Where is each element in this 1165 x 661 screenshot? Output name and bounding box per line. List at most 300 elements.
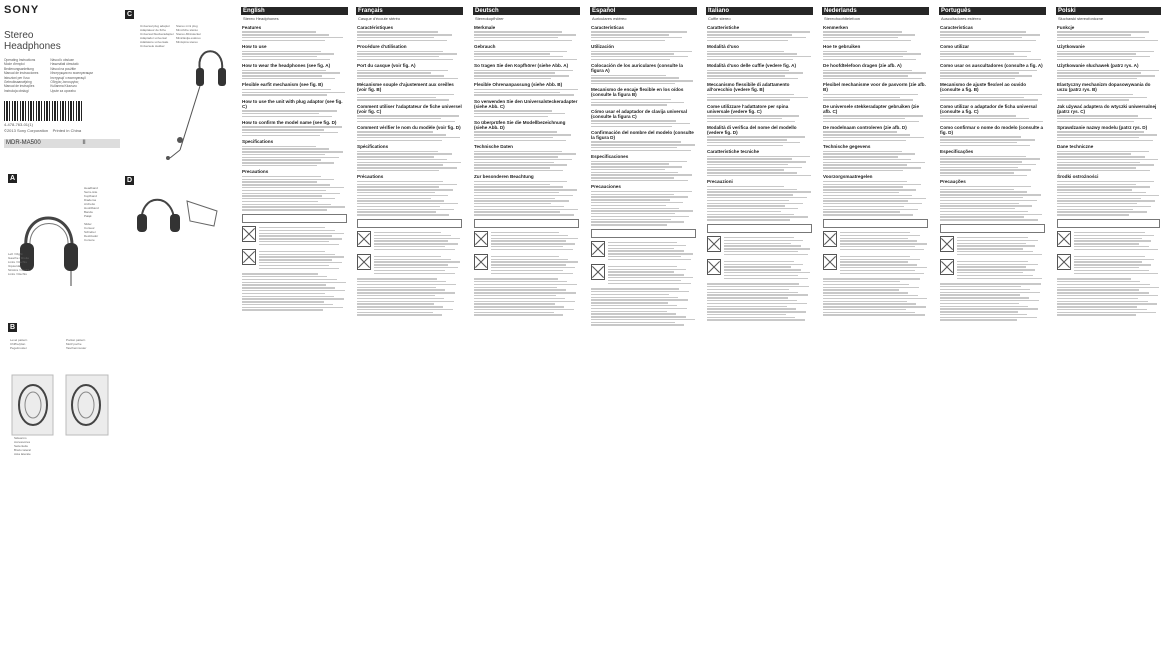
manual-title: Upute za uporabu xyxy=(50,88,76,93)
text-line xyxy=(242,276,327,277)
figure-a-side-labels: Left / Right Gauche / Droite Links / Rechts Izquierda Sinistra / Destra Links / Rechts xyxy=(8,252,30,276)
text-line xyxy=(491,261,578,262)
text-line xyxy=(242,113,319,114)
manual-title: Operating Instructions xyxy=(4,58,36,62)
text-line xyxy=(608,271,674,272)
text-line xyxy=(823,170,903,171)
text-line xyxy=(823,72,926,73)
text-line xyxy=(1074,240,1151,241)
text-line xyxy=(591,221,684,222)
text-line xyxy=(357,289,445,290)
text-line xyxy=(940,197,1023,198)
text-line xyxy=(724,275,798,276)
text-line xyxy=(474,31,562,32)
text-line xyxy=(357,162,461,163)
text-line xyxy=(823,167,921,168)
text-line xyxy=(242,162,334,163)
manual-title: Mode d'emploi xyxy=(4,62,25,67)
text-line xyxy=(957,275,1033,276)
text-line xyxy=(1057,151,1149,152)
text-line xyxy=(840,238,908,239)
crossed-bin-icon xyxy=(707,236,721,252)
text-line xyxy=(823,156,898,157)
text-line xyxy=(491,238,578,239)
disposal-notice xyxy=(707,259,812,280)
text-line xyxy=(1057,140,1153,141)
text-line xyxy=(474,94,574,95)
text-line xyxy=(1057,184,1136,185)
section-heading: Funkcje xyxy=(1057,25,1075,30)
text-line xyxy=(1057,206,1151,207)
text-line xyxy=(957,251,1033,252)
text-line xyxy=(242,176,321,177)
text-line xyxy=(724,272,810,273)
text-line xyxy=(707,205,785,206)
text-line xyxy=(940,319,1017,320)
text-line xyxy=(1057,198,1141,199)
text-line xyxy=(242,298,344,299)
text-line xyxy=(957,272,1023,273)
manual-title: Manual de instruções xyxy=(4,84,35,89)
text-line xyxy=(357,170,439,171)
text-line xyxy=(940,308,1038,309)
text-line xyxy=(591,40,665,41)
crossed-bin-icon xyxy=(242,226,256,242)
text-line xyxy=(940,200,1037,201)
manual-title: Manual de instrucciones xyxy=(4,71,39,76)
crossed-bin-icon xyxy=(940,236,954,252)
text-line xyxy=(591,324,684,325)
notice-box xyxy=(1057,219,1160,228)
text-line xyxy=(591,51,692,52)
text-line xyxy=(940,186,1031,187)
text-line xyxy=(242,34,329,35)
manual-title: Инструкция по эксплуатации xyxy=(50,71,93,76)
text-line xyxy=(591,163,669,164)
section-heading: Características xyxy=(940,25,973,30)
text-line xyxy=(242,72,340,73)
text-line xyxy=(474,70,573,71)
text-line xyxy=(840,267,927,268)
text-line xyxy=(242,195,322,196)
text-line xyxy=(242,284,326,285)
text-line xyxy=(940,203,1019,204)
crossed-bin-icon xyxy=(823,231,837,247)
text-line xyxy=(242,126,342,127)
text-line xyxy=(724,245,801,246)
notice-box xyxy=(823,219,928,228)
text-line xyxy=(957,248,1023,249)
ear-cup-icon xyxy=(8,370,116,440)
text-line xyxy=(707,51,784,52)
text-line xyxy=(940,303,1019,304)
text-line xyxy=(491,259,568,260)
text-line xyxy=(707,75,785,76)
text-line xyxy=(608,259,691,260)
text-line xyxy=(707,203,803,204)
notice-box xyxy=(591,229,696,238)
text-line xyxy=(823,209,918,210)
text-line xyxy=(374,249,455,250)
column-italian xyxy=(706,7,813,657)
text-line xyxy=(1057,303,1157,304)
text-line xyxy=(823,195,912,196)
text-line xyxy=(474,301,575,302)
text-line xyxy=(374,256,441,257)
text-line xyxy=(474,170,563,171)
text-line xyxy=(474,131,557,132)
text-line xyxy=(242,94,327,95)
text-line xyxy=(374,261,460,262)
disposal-notice xyxy=(823,231,928,252)
text-line xyxy=(608,266,677,267)
text-line xyxy=(823,214,913,215)
text-line xyxy=(840,232,910,233)
text-line xyxy=(357,281,446,282)
text-line xyxy=(259,235,332,236)
figure-a-labels: Headband Serre-tête Kopfband Diadema Archetto Hoofdband Banda Pałąk Slider Curseur Schieber Deslizador Cursore xyxy=(84,186,99,242)
text-line xyxy=(242,116,332,117)
text-line xyxy=(357,309,453,310)
text-line xyxy=(707,175,811,176)
text-line xyxy=(957,254,1042,255)
text-line xyxy=(957,278,1042,279)
text-line xyxy=(707,186,784,187)
text-line xyxy=(591,194,674,195)
text-line xyxy=(374,267,458,268)
column-polish xyxy=(1056,7,1161,657)
section-heading: Flexible earfit mechanism (see fig. B) xyxy=(242,82,323,88)
text-line xyxy=(707,56,811,57)
text-line xyxy=(707,191,811,192)
text-line xyxy=(957,245,1035,246)
text-line xyxy=(1057,195,1159,196)
text-line xyxy=(591,56,688,57)
column-spanish xyxy=(590,7,697,657)
text-line xyxy=(940,31,1026,32)
text-line xyxy=(591,169,665,170)
text-line xyxy=(940,53,1014,54)
text-line xyxy=(707,97,808,98)
text-line xyxy=(840,270,915,271)
text-line xyxy=(724,243,791,244)
text-line xyxy=(707,115,799,116)
section-heading: De universele stekkeradapter gebruiken (zie afb. C) xyxy=(823,103,919,114)
text-line xyxy=(242,135,320,136)
text-line xyxy=(1057,284,1150,285)
text-line xyxy=(724,240,803,241)
text-line xyxy=(1074,256,1145,257)
text-line xyxy=(1074,259,1154,260)
barcode xyxy=(4,101,84,121)
column-language-header: English xyxy=(241,7,348,15)
text-line xyxy=(591,150,691,151)
text-line xyxy=(357,186,439,187)
text-line xyxy=(491,235,568,236)
text-line xyxy=(357,72,431,73)
text-line xyxy=(1057,167,1136,168)
text-line xyxy=(242,198,335,199)
text-line xyxy=(242,146,316,147)
text-line xyxy=(940,216,1024,217)
text-line xyxy=(608,242,677,243)
text-line xyxy=(1057,99,1129,100)
text-line xyxy=(707,139,787,140)
section-heading: Port du casque (voir fig. A) xyxy=(357,63,416,69)
text-line xyxy=(591,196,688,197)
text-line xyxy=(357,59,453,60)
text-line xyxy=(474,298,565,299)
section-heading: Mecanismo de ajuste flexível ao ouvido (consulte a fig. B) xyxy=(940,82,1027,93)
text-line xyxy=(357,306,443,307)
text-line xyxy=(242,89,331,90)
text-line xyxy=(608,256,681,257)
text-line xyxy=(707,314,786,315)
text-line xyxy=(357,203,458,204)
text-line xyxy=(940,286,1021,287)
text-line xyxy=(357,56,439,57)
text-line xyxy=(357,134,446,135)
text-line xyxy=(940,56,1027,57)
text-line xyxy=(474,181,567,182)
notice-box xyxy=(242,214,347,223)
section-heading: How to use xyxy=(242,44,267,50)
text-line xyxy=(1057,53,1136,54)
text-line xyxy=(242,301,324,302)
section-heading: Flexibel mechanisme voor de pasvorm (zie afb. B) xyxy=(823,82,926,93)
text-line xyxy=(608,280,681,281)
text-line xyxy=(1057,72,1141,73)
text-line xyxy=(940,99,1038,100)
section-heading: Especificações xyxy=(940,149,974,155)
text-line xyxy=(724,237,794,238)
text-line xyxy=(1057,164,1154,165)
section-heading: So überprüfen Sie die Modellbezeichnung (siehe Abb. D) xyxy=(474,120,566,131)
text-line xyxy=(491,240,566,241)
text-line xyxy=(940,311,1018,312)
text-line xyxy=(474,200,569,201)
column-subtitle: Auscultadores estéreo xyxy=(941,16,981,21)
section-heading: Modalità d'uso delle cuffie (vedere fig. A) xyxy=(707,63,796,69)
text-line xyxy=(823,115,923,116)
column-language-header: Français xyxy=(356,7,463,15)
text-line xyxy=(940,205,1032,206)
text-line xyxy=(357,131,433,132)
text-line xyxy=(940,300,1039,301)
text-line xyxy=(357,189,453,190)
text-line xyxy=(940,158,1040,159)
text-line xyxy=(707,53,797,54)
disposal-notice xyxy=(1057,254,1160,275)
text-line xyxy=(357,153,452,154)
printed-in: Printed in China xyxy=(52,128,82,134)
section-heading: Mécanisme souple d'ajustement aux oreilles (voir fig. B) xyxy=(357,82,454,93)
crossed-bin-icon xyxy=(591,264,605,280)
figure-b-labels: Level pattern Chiffre/plan Pegelmuster xyxy=(10,338,28,350)
text-line xyxy=(474,287,557,288)
text-line xyxy=(1057,170,1150,171)
text-line xyxy=(591,31,687,32)
text-line xyxy=(259,230,335,231)
cover-panel xyxy=(4,4,120,148)
text-line xyxy=(707,292,798,293)
text-line xyxy=(491,273,573,274)
text-line xyxy=(374,264,448,265)
text-line xyxy=(242,290,345,291)
text-line xyxy=(242,181,317,182)
section-heading: Précautions xyxy=(357,174,384,180)
text-line xyxy=(707,200,789,201)
column-subtitle: Stereohoofdtelefoon xyxy=(824,16,861,21)
text-line xyxy=(823,198,926,199)
text-line xyxy=(707,121,795,122)
text-line xyxy=(940,139,1035,140)
section-heading: Flexible Ohrenanpassung (siehe Abb. B) xyxy=(474,82,563,88)
text-line xyxy=(823,192,899,193)
text-line xyxy=(707,289,789,290)
text-line xyxy=(357,167,457,168)
text-line xyxy=(474,281,567,282)
text-line xyxy=(840,273,924,274)
text-line xyxy=(242,40,325,41)
text-line xyxy=(823,295,918,296)
product-title-line: Stereo xyxy=(4,30,34,41)
text-line xyxy=(591,297,678,298)
text-line xyxy=(591,120,676,121)
text-line xyxy=(474,164,567,165)
text-line xyxy=(823,118,905,119)
text-line xyxy=(591,199,670,200)
text-line xyxy=(474,78,551,79)
text-line xyxy=(707,311,806,312)
text-line xyxy=(707,99,790,100)
manual-titles-right xyxy=(50,58,93,93)
text-line xyxy=(474,72,555,73)
disposal-notice xyxy=(242,249,347,270)
text-line xyxy=(357,34,452,35)
text-line xyxy=(707,142,800,143)
section-heading: Modalità d'uso xyxy=(707,44,739,50)
text-line xyxy=(707,161,806,162)
text-line xyxy=(823,301,907,302)
text-line xyxy=(1057,295,1158,296)
text-line xyxy=(724,254,808,255)
text-line xyxy=(940,289,1030,290)
text-line xyxy=(242,31,316,32)
text-line xyxy=(823,281,900,282)
text-line xyxy=(474,92,560,93)
text-line xyxy=(474,198,555,199)
text-line xyxy=(591,141,681,142)
section-heading: Características xyxy=(591,25,624,30)
text-line xyxy=(357,118,441,119)
text-line xyxy=(242,157,339,158)
section-heading: Come utilizzare l'adattatore per spina universale (vedere fig. C) xyxy=(707,103,789,114)
text-line xyxy=(823,186,903,187)
section-heading: Środki ostrożności xyxy=(1057,174,1099,180)
text-line xyxy=(940,172,1014,173)
text-line xyxy=(823,140,906,141)
text-line xyxy=(591,313,676,314)
text-line xyxy=(707,167,802,168)
text-line xyxy=(591,205,666,206)
text-line xyxy=(474,153,576,154)
text-line xyxy=(1057,192,1146,193)
text-line xyxy=(357,195,448,196)
manual-title: Návod na použitie xyxy=(50,66,76,71)
text-line xyxy=(357,200,444,201)
text-line xyxy=(357,312,433,313)
text-line xyxy=(591,316,686,317)
section-heading: Voorzorgsmaatregelen xyxy=(823,174,873,180)
text-line xyxy=(1057,37,1145,38)
text-line xyxy=(474,314,563,315)
column-language-header: Español xyxy=(590,7,697,15)
section-heading: Precauciones xyxy=(591,184,621,190)
text-line xyxy=(357,115,459,116)
text-line xyxy=(940,167,1018,168)
text-line xyxy=(357,70,448,71)
text-line xyxy=(940,161,1022,162)
text-line xyxy=(357,31,438,32)
crossed-bin-icon xyxy=(940,259,954,275)
text-line xyxy=(474,167,550,168)
text-line xyxy=(242,132,338,133)
text-line xyxy=(591,104,667,105)
text-line xyxy=(1057,298,1138,299)
text-line xyxy=(591,126,672,127)
text-line xyxy=(1074,264,1151,265)
text-line xyxy=(940,175,1027,176)
text-line xyxy=(491,256,559,257)
text-line xyxy=(707,208,798,209)
text-line xyxy=(591,180,688,181)
crossed-bin-icon xyxy=(1057,254,1071,270)
text-line xyxy=(823,56,903,57)
disposal-notice xyxy=(591,264,696,285)
section-heading: Caractéristiques xyxy=(357,25,394,30)
text-line xyxy=(242,51,321,52)
text-line xyxy=(823,131,897,132)
text-line xyxy=(1057,70,1159,71)
text-line xyxy=(608,274,684,275)
text-line xyxy=(940,191,1027,192)
text-line xyxy=(724,251,798,252)
disposal-notice xyxy=(474,231,579,252)
text-line xyxy=(707,72,803,73)
product-title-line: Headphones xyxy=(4,41,61,52)
brand-logo: SONY xyxy=(4,4,40,16)
text-line xyxy=(1057,51,1154,52)
text-line xyxy=(608,245,686,246)
text-line xyxy=(242,209,327,210)
text-line xyxy=(491,246,563,247)
text-line xyxy=(591,102,684,103)
text-line xyxy=(1074,249,1158,250)
text-line xyxy=(357,75,444,76)
text-line xyxy=(724,264,803,265)
text-line xyxy=(474,40,572,41)
text-line xyxy=(707,40,788,41)
manual-title: Használati útmutató xyxy=(50,62,79,67)
column-dutch xyxy=(822,7,929,657)
text-line xyxy=(591,123,690,124)
text-line xyxy=(374,243,458,244)
section-heading: Użytkowanie xyxy=(1057,44,1085,50)
text-line xyxy=(940,34,1040,35)
manual-titles-left xyxy=(4,58,38,93)
text-line xyxy=(259,241,329,242)
